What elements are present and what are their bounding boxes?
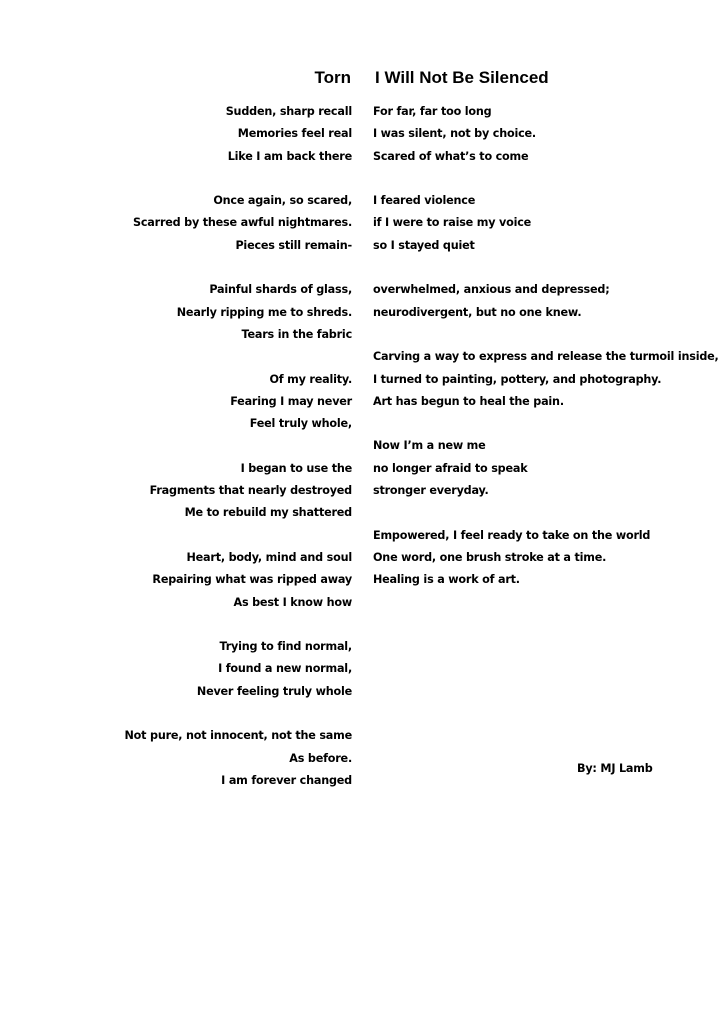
silenced-poem-line: Empowered, I feel ready to take on the world (373, 528, 651, 542)
left-poem-body (125, 101, 352, 792)
stanza-break (373, 413, 719, 435)
stanza-break (125, 525, 352, 547)
silenced-poem-line: I feared violence (373, 194, 476, 208)
torn-poem-line: I found a new normal, (218, 662, 352, 676)
stanza-break (373, 502, 719, 524)
torn-poem-line: I am forever changed (221, 773, 352, 787)
torn-poem-line: Of my reality. (269, 372, 352, 386)
torn-poem-line: Repairing what was ripped away (152, 573, 352, 587)
silenced-poem-line: Carving a way to express and release the turmoil inside, (373, 350, 719, 364)
torn-poem-line: Trying to find normal, (219, 640, 352, 654)
torn-poem-line: Memories feel real (237, 127, 352, 141)
torn-poem-line: Heart, body, mind and soul (186, 550, 352, 564)
silenced-poem-line: I was silent, not by choice. (373, 127, 536, 141)
silenced-poem-line: I turned to painting, pottery, and photography. (373, 372, 662, 386)
torn-poem-line: Feel truly whole, (249, 417, 352, 431)
stanza-break (125, 614, 352, 636)
stanza-break (125, 257, 352, 279)
torn-poem-line: Like I am back there (227, 149, 352, 163)
silenced-poem-line: One word, one brush stroke at a time. (373, 550, 607, 564)
stanza-break (125, 168, 352, 190)
silenced-poem-line: Healing is a work of art. (373, 573, 520, 587)
stanza-break (125, 346, 352, 368)
silenced-poem-line: stronger everyday. (373, 484, 489, 498)
torn-poem-line: Nearly ripping me to shreds. (176, 305, 352, 319)
silenced-poem-line: if I were to raise my voice (373, 216, 532, 230)
left-poem-title: Torn (314, 68, 351, 87)
stanza-break (373, 324, 719, 346)
silenced-poem-line: For far, far too long (373, 105, 492, 118)
torn-poem-line: Fragments that nearly destroyed (149, 484, 352, 498)
torn-poem-line: Me to rebuild my shattered (184, 506, 352, 520)
author-byline: By: MJ Lamb (577, 762, 653, 775)
stanza-break (373, 168, 719, 190)
torn-poem-line: As before. (289, 751, 352, 765)
torn-poem-line: Scarred by these awful nightmares. (133, 216, 352, 230)
torn-poem-line: Tears in the fabric (241, 327, 352, 341)
torn-poem-line: Pieces still remain- (235, 238, 352, 252)
silenced-poem-line: so I stayed quiet (373, 238, 475, 252)
right-poem-title: I Will Not Be Silenced (375, 68, 549, 87)
torn-poem-line: Sudden, sharp recall (225, 105, 352, 118)
silenced-poem-line: Art has begun to heal the pain. (373, 394, 564, 408)
silenced-poem-line: overwhelmed, anxious and depressed; (373, 283, 610, 297)
torn-poem-line: I began to use the (240, 461, 352, 475)
stanza-break (125, 435, 352, 457)
torn-poem-line: Once again, so scared, (213, 194, 352, 208)
torn-poem-line: As best I know how (233, 595, 352, 609)
torn-poem-line: Never feeling truly whole (196, 684, 352, 698)
torn-poem-line: Painful shards of glass, (209, 283, 352, 297)
torn-poem-line: Not pure, not innocent, not the same (124, 729, 352, 743)
torn-poem-line: Fearing I may never (230, 394, 352, 408)
silenced-poem-line: Now I’m a new me (373, 439, 486, 453)
silenced-poem-line: neurodivergent, but no one knew. (373, 305, 582, 319)
silenced-poem-line: no longer afraid to speak (373, 461, 528, 475)
right-poem-body (373, 101, 719, 592)
stanza-break (373, 257, 719, 279)
silenced-poem-line: Scared of what’s to come (373, 149, 529, 163)
stanza-break (125, 703, 352, 725)
